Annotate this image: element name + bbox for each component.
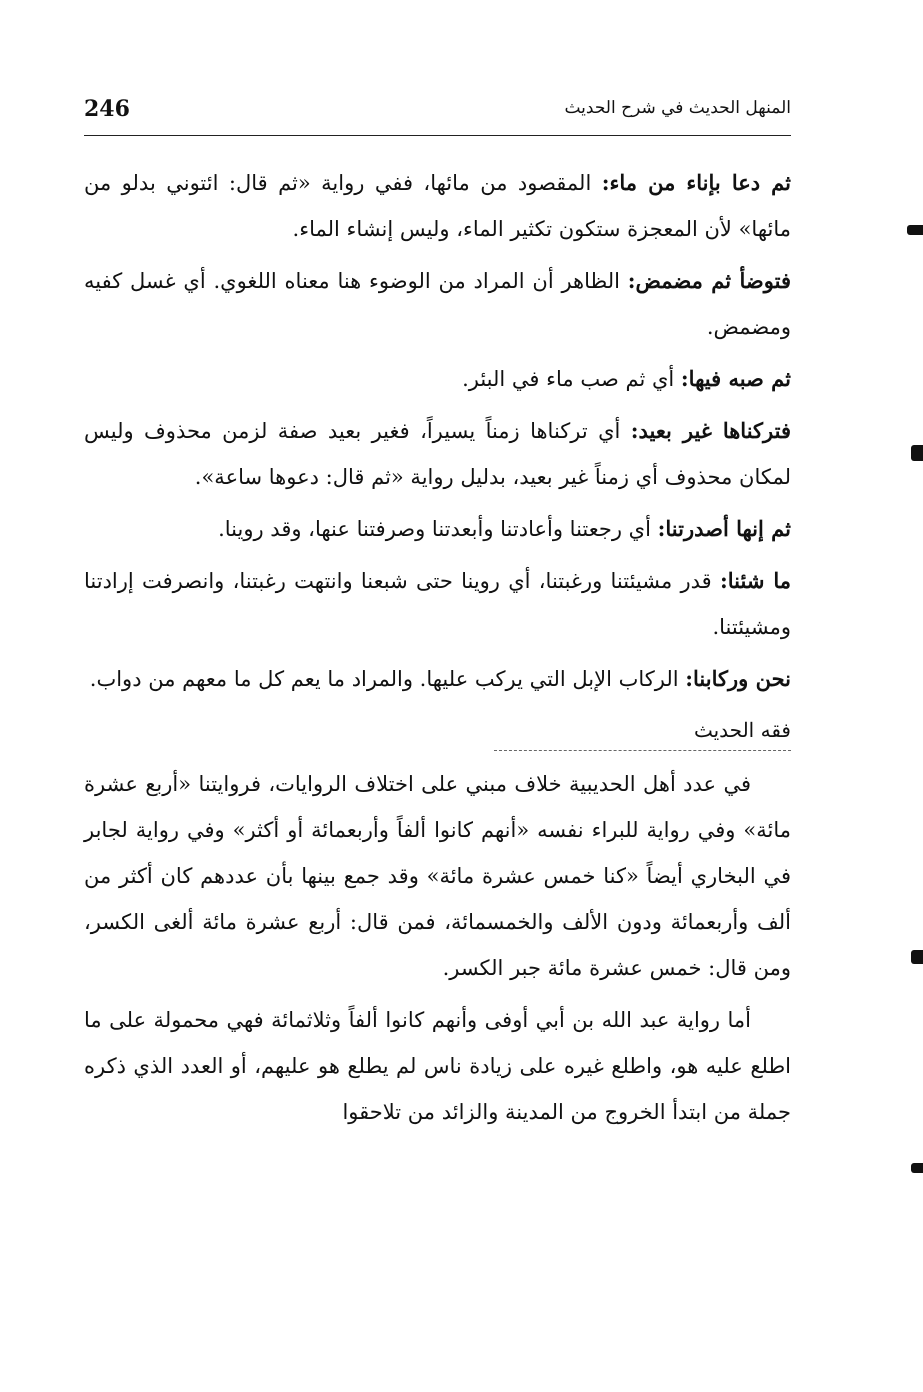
running-title: المنهل الحديث في شرح الحديث <box>564 98 791 118</box>
gloss-term: فتوضأ ثم مضمض: <box>627 268 791 293</box>
page-number: 246 <box>84 96 130 122</box>
gloss-term: ما شئنا: <box>720 568 791 593</box>
gloss-entry <box>84 656 791 702</box>
gloss-entry <box>84 558 791 650</box>
gloss-term: نحن وركابنا: <box>685 666 791 691</box>
page-body <box>84 160 791 1141</box>
gloss-text: المقصود من مائها، ففي رواية «ثم قال: ائتوني بدلو من مائها» لأن المعجزة ستكون تكثير الماء، وليس إنشاء الماء. <box>84 171 791 241</box>
scan-edge-mark <box>907 225 923 235</box>
gloss-text: الظاهر أن المراد من الوضوء هنا معناه اللغوي. أي غسل كفيه ومضمض. <box>84 269 791 339</box>
header-rule <box>84 135 791 136</box>
page-header <box>84 96 791 136</box>
body-paragraph: أما رواية عبد الله بن أبي أوفى وأنهم كانوا ألفاً وثلاثمائة فهي محمولة على ما اطلع عليه هو، واطلع غيره على زيادة ناس لم يطلع هو عليهم، أو العدد الذي ذكره جملة من ابتدأ الخروج من المدينة والزائد من تلاحقوا <box>84 1008 791 1124</box>
gloss-term: فتركناها غير بعيد: <box>630 418 791 443</box>
scan-edge-mark <box>911 1163 923 1173</box>
scan-edge-mark <box>911 950 923 964</box>
gloss-entry <box>84 506 791 552</box>
gloss-text: قدر مشيئتنا ورغبتنا، أي روينا حتى شبعنا وانتهت رغبتنا، وانصرفت إرادتنا ومشيئتنا. <box>84 569 791 639</box>
gloss-text: أي ثم صب ماء في البئر. <box>462 367 681 391</box>
gloss-entry <box>84 408 791 500</box>
gloss-term: ثم إنها أصدرتنا: <box>657 516 791 541</box>
gloss-text: الركاب الإبل التي يركب عليها. والمراد ما يعم كل ما معهم من دواب. <box>89 667 686 691</box>
scan-edge-mark <box>911 445 923 461</box>
gloss-text: أي تركناها زمناً يسيراً، فغير بعيد صفة لزمن محذوف وليس لمكان محذوف أي زمناً غير بعيد، بدليل رواية «ثم قال: دعوها ساعة». <box>84 419 791 489</box>
gloss-entry <box>84 160 791 252</box>
gloss-text: أي رجعتنا وأعادتنا وأبعدتنا وصرفتنا عنها، وقد روينا. <box>218 517 658 541</box>
gloss-term: ثم صبه فيها: <box>680 366 791 391</box>
body-paragraph: في عدد أهل الحديبية خلاف مبني على اختلاف الروايات، فروايتنا «أربع عشرة مائة» وفي رواية للبراء نفسه «أنهم كانوا ألفاً وأربعمائة أو أكثر» وفي رواية لجابر في البخاري أيضاً «كنا خمس عشرة مائة» وقد جمع بينها بأن عددهم كان أكثر من ألف وأربعمائة ودون الألف والخمسمائة، فمن قال: أربع عشرة مائة ألغى الكسر، ومن قال: خمس عشرة مائة جبر الكسر. <box>84 772 791 980</box>
gloss-entry <box>84 356 791 402</box>
section-heading: فقه الحديث <box>693 718 791 742</box>
gloss-term: ثم دعا بإناء من ماء: <box>601 170 791 195</box>
gloss-entry <box>84 258 791 350</box>
section-rule <box>494 750 791 751</box>
